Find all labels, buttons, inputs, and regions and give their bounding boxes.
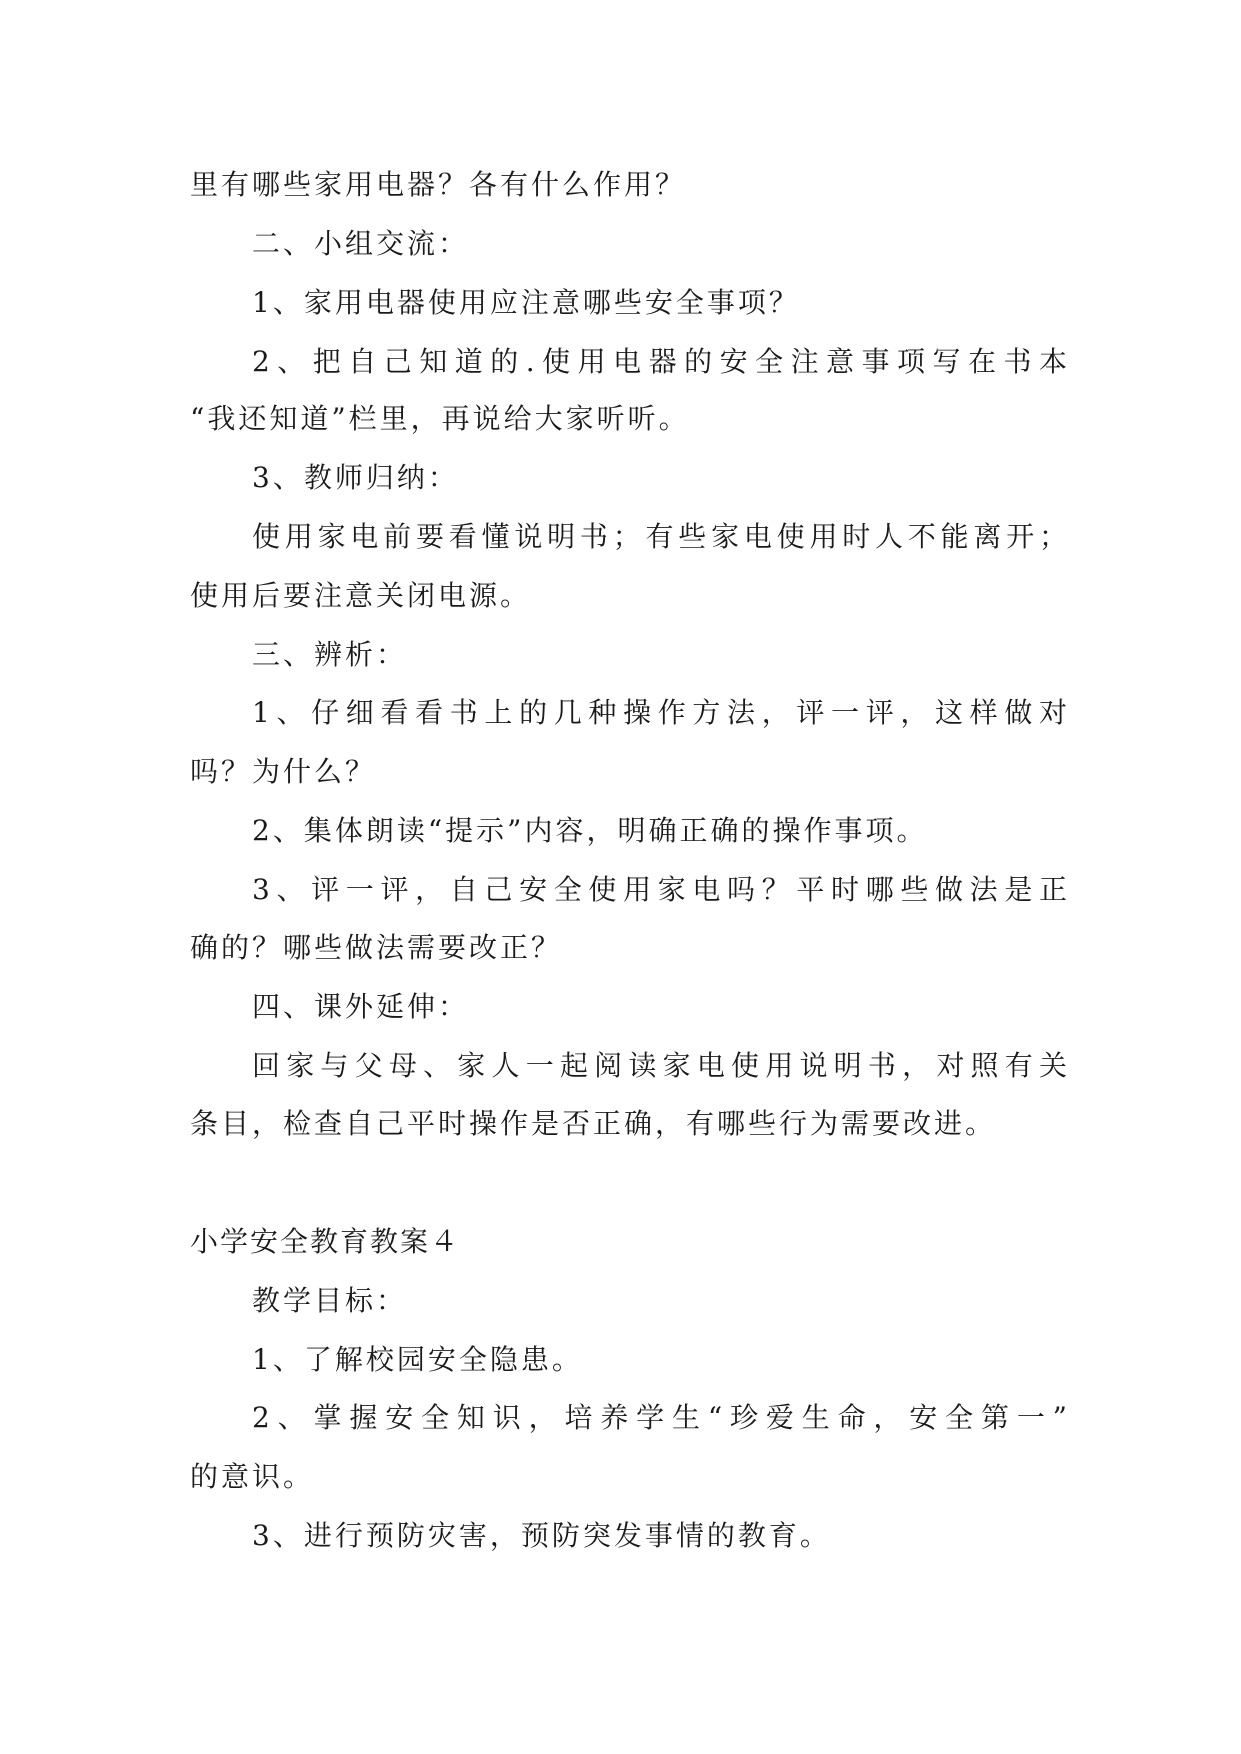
paragraph-line: 使用家电前要看懂说明书；有些家电使用时人不能离开； — [252, 520, 1070, 553]
paragraph-line: 回家与父母、家人一起阅读家电使用说明书，对照有关 — [252, 1049, 1070, 1082]
paragraph-line: 吗？为什么？ — [190, 755, 377, 788]
list-item: 2、集体朗读“提示”内容，明确正确的操作事项。 — [252, 814, 928, 847]
section-heading: 三、辨析： — [252, 638, 408, 671]
list-item: 1、家用电器使用应注意哪些安全事项？ — [252, 286, 800, 319]
paragraph-line: 使用后要注意关闭电源。 — [190, 579, 532, 612]
list-item: 2、把自己知道的.使用电器的安全注意事项写在书本 — [252, 345, 1070, 378]
list-item: 3、评一评，自己安全使用家电吗？平时哪些做法是正 — [252, 873, 1070, 906]
list-item: 2、掌握安全知识，培养学生“珍爱生命，安全第一” — [252, 1401, 1070, 1434]
section-heading: 二、小组交流： — [252, 227, 470, 260]
paragraph-line: 确的？哪些做法需要改正？ — [190, 931, 563, 964]
paragraph-line: 里有哪些家用电器？各有什么作用？ — [190, 168, 687, 201]
list-item: 3、教师归纳： — [252, 461, 459, 494]
document-title: 小学安全教育教案４ — [190, 1225, 461, 1258]
list-item: 1、仔细看看书上的几种操作方法，评一评，这样做对 — [252, 696, 1070, 729]
paragraph-line: 条目，检查自己平时操作是否正确，有哪些行为需要改进。 — [190, 1107, 997, 1140]
list-item: 1、了解校园安全隐患。 — [252, 1343, 583, 1376]
paragraph-line: 的意识。 — [190, 1460, 315, 1493]
section-heading: 四、课外延伸： — [252, 990, 470, 1023]
list-item: 3、进行预防灾害，预防突发事情的教育。 — [252, 1519, 831, 1552]
paragraph-line: “我还知道”栏里，再说给大家听听。 — [190, 402, 690, 435]
section-heading: 教学目标： — [252, 1284, 408, 1317]
